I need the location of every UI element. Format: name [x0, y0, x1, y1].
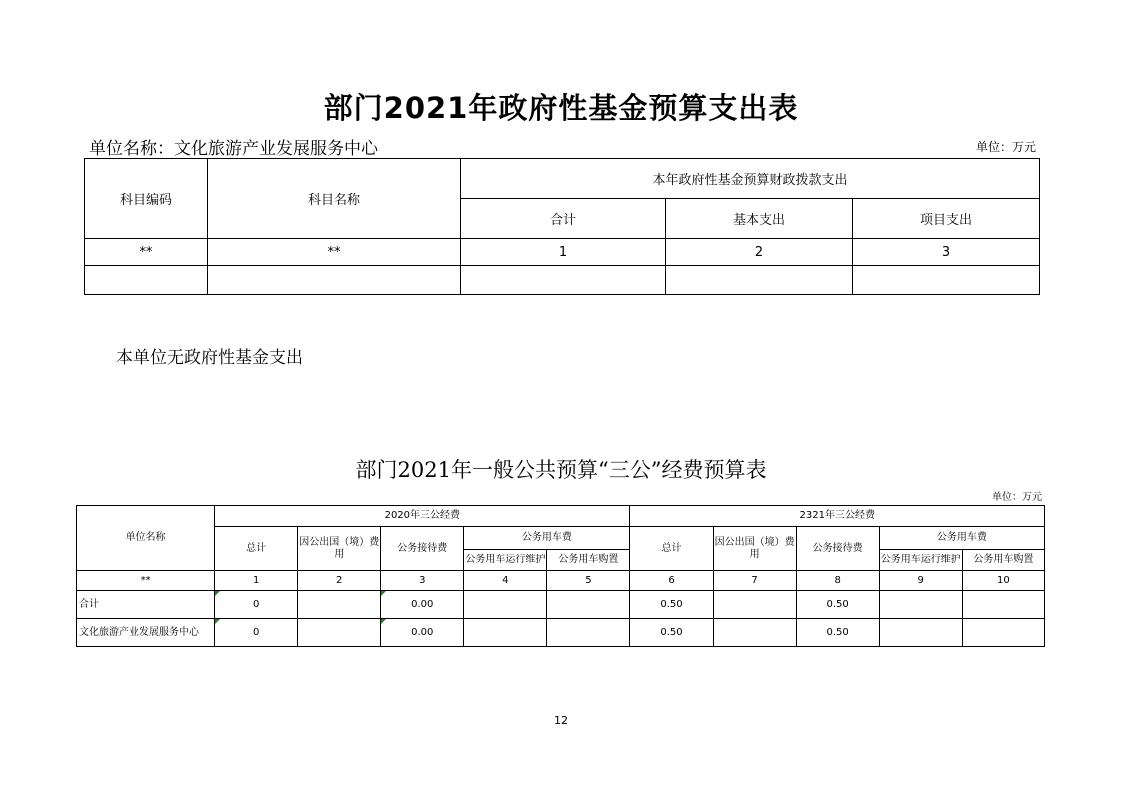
header-vehicle-purchase-2020: 公务用车购置	[547, 550, 630, 571]
table-cell	[879, 619, 962, 647]
table-cell	[713, 619, 796, 647]
header-vehicle-maint-2020: 公务用车运行维护	[464, 550, 547, 571]
table-cell	[666, 266, 853, 295]
table-cell	[208, 266, 461, 295]
table-cell: 1	[215, 571, 298, 591]
table-cell: **	[208, 239, 461, 266]
table-cell: 0.50	[796, 619, 879, 647]
table-row	[77, 591, 1045, 619]
header-total-2021: 总计	[630, 527, 713, 571]
unit-name-label: 单位名称：文化旅游产业发展服务中心	[89, 139, 378, 159]
header-total-2020: 总计	[215, 527, 298, 571]
table-cell	[461, 266, 666, 295]
table-cell: 2	[666, 239, 853, 266]
table-row	[77, 619, 1045, 647]
table-cell: 5	[547, 571, 630, 591]
header-subject-name: 科目名称	[208, 159, 461, 239]
table-cell	[547, 619, 630, 647]
header-unit-name: 单位名称	[77, 506, 215, 571]
table-cell: 1	[461, 239, 666, 266]
header-subject-code: 科目编码	[85, 159, 208, 239]
header-fund-expenditure-group: 本年政府性基金预算财政拨款支出	[461, 159, 1040, 199]
table-cell	[464, 619, 547, 647]
table-cell: 3	[381, 571, 464, 591]
table-cell: 0.50	[630, 591, 713, 619]
table-cell: 0	[215, 619, 298, 647]
table-cell	[962, 591, 1044, 619]
header-reception-2021: 公务接待费	[796, 527, 879, 571]
table-cell: 0.00	[381, 619, 464, 647]
header-total: 合计	[461, 199, 666, 239]
table-cell: 6	[630, 571, 713, 591]
header-vehicle-2020: 公务用车费	[464, 527, 630, 550]
table-cell: 2	[298, 571, 381, 591]
table-cell: 9	[879, 571, 962, 591]
header-vehicle-purchase-2021: 公务用车购置	[962, 550, 1044, 571]
header-vehicle-2021: 公务用车费	[879, 527, 1044, 550]
table-cell: **	[77, 571, 215, 591]
table1-unit: 单位：万元	[975, 140, 1036, 154]
table1-title: 部门2021年政府性基金预算支出表	[323, 91, 799, 125]
table-cell	[298, 591, 381, 619]
table-cell	[853, 266, 1040, 295]
table-cell: **	[85, 239, 208, 266]
table-cell	[464, 591, 547, 619]
table-cell	[298, 619, 381, 647]
table-cell: 合计	[77, 591, 215, 619]
table-cell: 文化旅游产业发展服务中心	[77, 619, 215, 647]
page-number: 12	[554, 714, 568, 727]
table-cell: 4	[464, 571, 547, 591]
table-cell	[547, 591, 630, 619]
header-basic-expenditure: 基本支出	[666, 199, 853, 239]
table-cell: 3	[853, 239, 1040, 266]
table-cell: 0	[215, 591, 298, 619]
government-fund-table	[84, 158, 1040, 295]
table-row	[85, 266, 1040, 295]
table-cell	[713, 591, 796, 619]
header-project-expenditure: 项目支出	[853, 199, 1040, 239]
no-fund-note: 本单位无政府性基金支出	[116, 348, 303, 368]
header-abroad-2020: 因公出国（境）费用	[298, 527, 381, 571]
table-cell	[85, 266, 208, 295]
header-2021-group: 2321年三公经费	[630, 506, 1045, 527]
header-2020-group: 2020年三公经费	[215, 506, 630, 527]
table-cell: 0.50	[630, 619, 713, 647]
table-cell: 0.00	[381, 591, 464, 619]
table-cell: 10	[962, 571, 1044, 591]
table-cell: 7	[713, 571, 796, 591]
table-cell	[879, 591, 962, 619]
three-public-expenses-table	[76, 505, 1045, 647]
table-row	[77, 571, 1045, 591]
table-cell	[962, 619, 1044, 647]
header-reception-2020: 公务接待费	[381, 527, 464, 571]
table2-title: 部门2021年一般公共预算“三公”经费预算表	[355, 458, 767, 482]
header-abroad-2021: 因公出国（境）费用	[713, 527, 796, 571]
table-row	[85, 239, 1040, 266]
header-vehicle-maint-2021: 公务用车运行维护	[879, 550, 962, 571]
table-cell: 0.50	[796, 591, 879, 619]
table2-unit: 单位：万元	[992, 492, 1042, 503]
table-cell: 8	[796, 571, 879, 591]
